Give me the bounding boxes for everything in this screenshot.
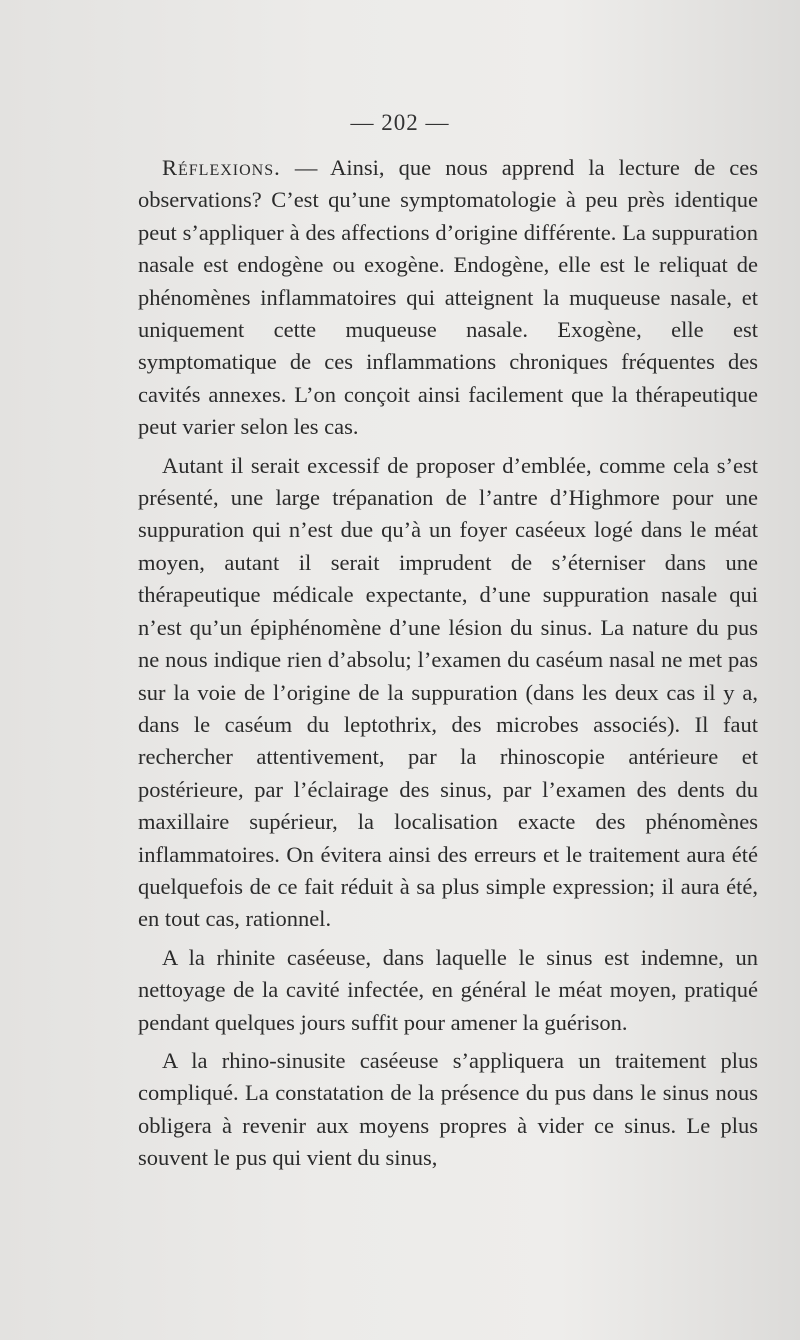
section-lead: Réflexions. <box>162 155 281 180</box>
paragraph-text: — Ainsi, que nous apprend la lecture de ces observations? C’est qu’une symptomatologie à peu près identique peut s’appliquer à des affections d’origine différente. La suppuration nasale est endogène ou exogène. Endogène, elle est le reliquat de phénomènes inflammatoires qui atteignent la muqueuse nasale, et uniquement cette muqueuse nasale. Exogène, elle est symptomatique de ces inflammations chroniques fréquentes des cavités annexes. L’on conçoit ainsi facilement que la thérapeutique peut varier selon les cas. <box>138 155 758 440</box>
page-number: — 202 — <box>350 110 450 135</box>
paragraph-rhino-sinusite: A la rhino-sinusite caséeuse s’appliquera un traitement plus compliqué. La constatation de la présence du pus dans le sinus nous obligera à revenir aux moyens propres à vider ce sinus. Le plus souvent le pus qui vient du sinus, <box>138 1047 758 1171</box>
body-text <box>138 152 758 1181</box>
paragraph-trepanation: Autant il serait excessif de proposer d’emblée, comme cela s’est présenté, une large trépanation de l’antre d’Highmore pour une suppuration qui n’est due qu’à un foyer caséeux logé dans le méat moyen, autant il serait imprudent de s’éterniser dans une thérapeutique médicale expectante, d’une suppuration nasale qui n’est qu’un épiphénomène d’une lésion du sinus. La nature du pus ne nous indique rien d’absolu; l’examen du caséum nasal ne met pas sur la voie de l’origine de la suppuration (dans les deux cas il y a, dans le caséum du leptothrix, des microbes associés). Il faut rechercher attentivement, par la rhinoscopie antérieure et postérieure, par l’éclairage des sinus, par l’examen des dents du maxillaire supérieur, la localisation exacte des phénomènes inflammatoires. On évitera ainsi des erreurs et le traitement aura été quelquefois de ce fait réduit à sa plus simple expression; il aura été, en tout cas, rationnel. <box>138 452 758 932</box>
paragraph-rhinite: A la rhinite caséeuse, dans laquelle le sinus est indemne, un nettoyage de la cavité infectée, en général le méat moyen, pratiqué pendant quelques jours suffit pour amener la guérison. <box>138 944 758 1035</box>
paragraph-reflexions <box>138 152 758 444</box>
